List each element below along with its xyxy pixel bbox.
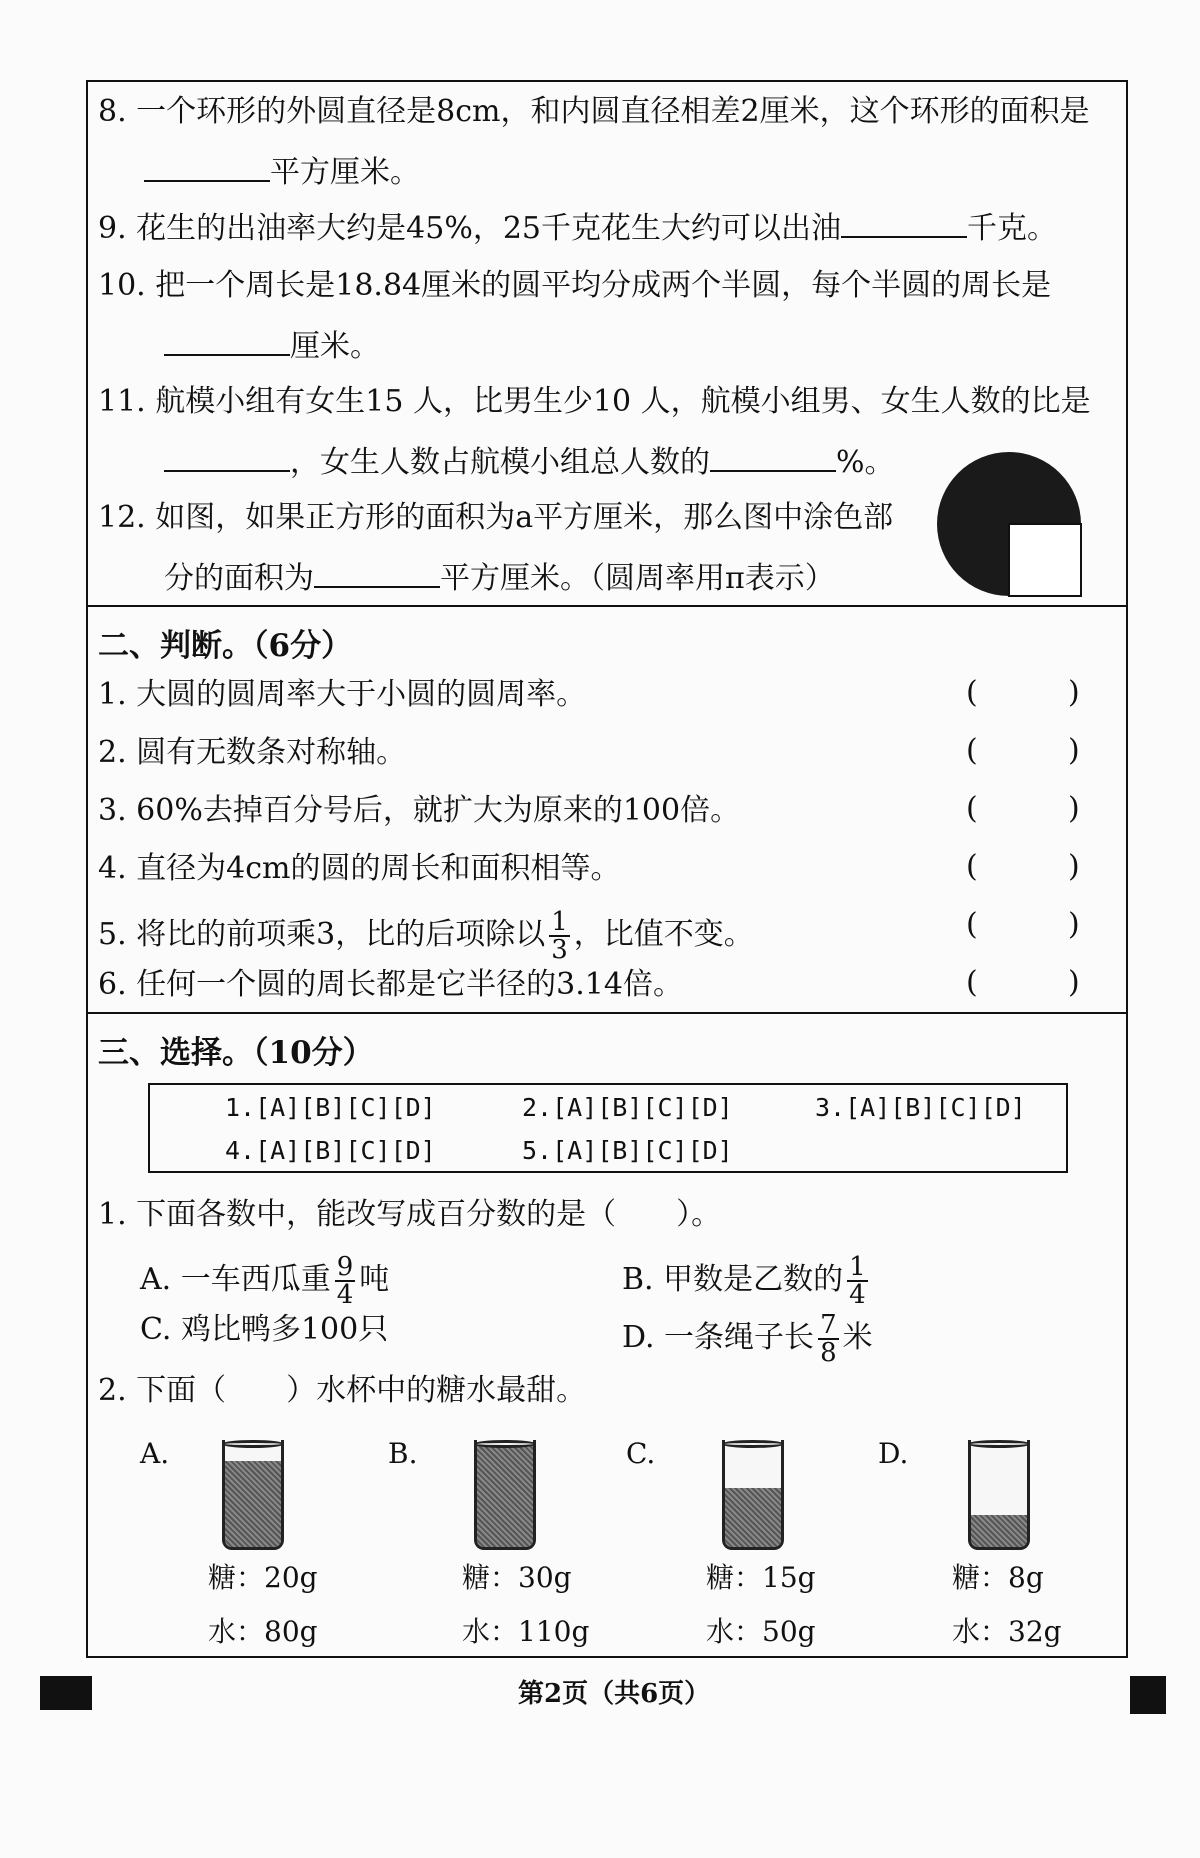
paren-open: ( — [966, 965, 978, 1000]
option-a-head: A. 一车西瓜重 — [140, 1262, 331, 1297]
answer-blank[interactable] — [144, 152, 270, 182]
answer-choice-1[interactable]: 1.[A][B][C][D] — [225, 1093, 436, 1122]
cup-b-sugar: 糖：30g — [462, 1561, 572, 1594]
answer-blank[interactable] — [710, 442, 836, 472]
cup-d — [968, 1440, 1030, 1550]
fraction — [847, 1254, 868, 1308]
judge-item-6: 6. 任何一个圆的周长都是它半径的3.14倍。 — [98, 967, 683, 1002]
q8-line1: 8. 一个环形的外圆直径是8cm，和内圆直径相差2厘米，这个环形的面积是 — [98, 94, 1090, 129]
denominator: 8 — [820, 1338, 837, 1368]
q11-line2 — [164, 442, 895, 481]
choice-q1-option-b — [622, 1254, 872, 1308]
paren-close: ) — [1068, 907, 1080, 942]
paren-close: ) — [1068, 675, 1080, 710]
cup-c — [722, 1440, 784, 1550]
option-d-tail: 米 — [842, 1320, 873, 1355]
cup-b-water: 水：110g — [462, 1615, 590, 1648]
judge-item-4: 4. 直径为4cm的圆的周长和面积相等。 — [98, 851, 621, 886]
q9-line — [98, 208, 1057, 247]
cup-d-liquid — [971, 1515, 1027, 1547]
cup-rim — [722, 1440, 784, 1448]
q10-line2 — [164, 326, 380, 365]
cup-c-liquid — [725, 1488, 781, 1547]
cup-a-letter: A. — [140, 1437, 170, 1470]
paren-open: ( — [966, 733, 978, 768]
denominator: 4 — [849, 1280, 866, 1310]
section-divider — [86, 605, 1128, 607]
square-shape — [1009, 524, 1081, 596]
choice-q1-stem: 1. 下面各数中，能改写成百分数的是（ ）。 — [98, 1197, 722, 1232]
section-divider — [86, 1012, 1128, 1014]
q11-line1: 11. 航模小组有女生15 人，比男生少10 人，航模小组男、女生人数的比是 — [98, 384, 1091, 419]
judge-item-2: 2. 圆有无数条对称轴。 — [98, 735, 407, 770]
answer-choice-5[interactable]: 5.[A][B][C][D] — [522, 1136, 733, 1165]
cup-rim — [222, 1440, 284, 1448]
paren-close: ) — [1068, 965, 1080, 1000]
option-d-head: D. 一条绳子长 — [622, 1320, 815, 1355]
paren-close: ) — [1068, 849, 1080, 884]
q12-tail: 平方厘米。（圆周率用π表示） — [440, 561, 835, 596]
q10-tail: 厘米。 — [290, 329, 380, 364]
q11-tail: %。 — [836, 445, 895, 480]
q12-line2 — [164, 558, 835, 597]
cup-c-sugar: 糖：15g — [706, 1561, 816, 1594]
section3-title: 三、选择。（10分） — [98, 1035, 374, 1071]
cup-d-water: 水：32g — [952, 1615, 1062, 1648]
numerator: 1 — [551, 907, 568, 937]
judge-item-1: 1. 大圆的圆周率大于小圆的圆周率。 — [98, 677, 587, 712]
cup-a-liquid — [225, 1461, 281, 1547]
answer-blank[interactable] — [314, 558, 440, 588]
judge-item-3: 3. 60%去掉百分号后，就扩大为原来的100倍。 — [98, 793, 741, 828]
cup-b-letter: B. — [388, 1437, 418, 1470]
answer-choice-4[interactable]: 4.[A][B][C][D] — [225, 1136, 436, 1165]
cup-d-sugar: 糖：8g — [952, 1561, 1044, 1594]
cup-rim — [474, 1440, 536, 1448]
option-a-tail: 吨 — [359, 1262, 390, 1297]
numerator: 7 — [820, 1310, 837, 1340]
paren-close: ) — [1068, 733, 1080, 768]
answer-blank[interactable] — [164, 326, 290, 356]
choice-q1-option-a — [140, 1254, 389, 1308]
denominator: 3 — [551, 935, 568, 965]
q8-line2 — [144, 152, 420, 191]
numerator: 1 — [849, 1252, 866, 1282]
item5-tail: ，比值不变。 — [573, 917, 754, 952]
paren-close: ) — [1068, 791, 1080, 826]
answer-choice-2[interactable]: 2.[A][B][C][D] — [522, 1093, 733, 1122]
choice-q1-option-c: C. 鸡比鸭多100只 — [140, 1312, 389, 1347]
cup-a — [222, 1440, 284, 1550]
cup-a-water: 水：80g — [208, 1615, 318, 1648]
corner-marker — [1130, 1676, 1166, 1714]
choice-q2-stem: 2. 下面（ ）水杯中的糖水最甜。 — [98, 1373, 587, 1408]
q11-mid: ，女生人数占航模小组总人数的 — [290, 445, 710, 480]
paren-open: ( — [966, 675, 978, 710]
cup-c-water: 水：50g — [706, 1615, 816, 1648]
section2-title: 二、判断。（6分） — [98, 628, 353, 664]
cup-b — [474, 1440, 536, 1550]
q8-tail: 平方厘米。 — [270, 155, 420, 190]
answer-blank[interactable] — [841, 208, 967, 238]
cup-a-sugar: 糖：20g — [208, 1561, 318, 1594]
paren-open: ( — [966, 849, 978, 884]
q10-line1: 10. 把一个周长是18.84厘米的圆平均分成两个半圆，每个半圆的周长是 — [98, 268, 1052, 303]
q9-tail: 千克。 — [967, 211, 1058, 246]
answer-choice-3[interactable]: 3.[A][B][C][D] — [815, 1093, 1026, 1122]
circle-square-figure — [924, 448, 1094, 600]
q12-line1: 12. 如图，如果正方形的面积为a平方厘米，那么图中涂色部 — [98, 500, 894, 535]
cup-rim — [968, 1440, 1030, 1448]
item5-head: 5. 将比的前项乘3，比的后项除以 — [98, 917, 546, 952]
option-b-head: B. 甲数是乙数的 — [622, 1262, 844, 1297]
page-number: 第2页（共6页） — [518, 1679, 711, 1709]
cup-c-letter: C. — [626, 1437, 656, 1470]
q9-text: 9. 花生的出油率大约是45%，25千克花生大约可以出油 — [98, 211, 842, 246]
corner-marker — [40, 1676, 92, 1710]
fraction — [335, 1254, 356, 1308]
judge-item-5 — [98, 909, 754, 963]
paren-open: ( — [966, 907, 978, 942]
fraction — [818, 1312, 839, 1366]
numerator: 9 — [336, 1252, 354, 1282]
cup-d-letter: D. — [878, 1437, 909, 1470]
paren-open: ( — [966, 791, 978, 826]
denominator: 4 — [336, 1280, 354, 1310]
answer-blank[interactable] — [164, 442, 290, 472]
choice-q1-option-d — [622, 1312, 873, 1366]
fraction — [549, 909, 570, 963]
cup-b-liquid — [477, 1445, 533, 1547]
q12-head: 分的面积为 — [164, 561, 314, 596]
